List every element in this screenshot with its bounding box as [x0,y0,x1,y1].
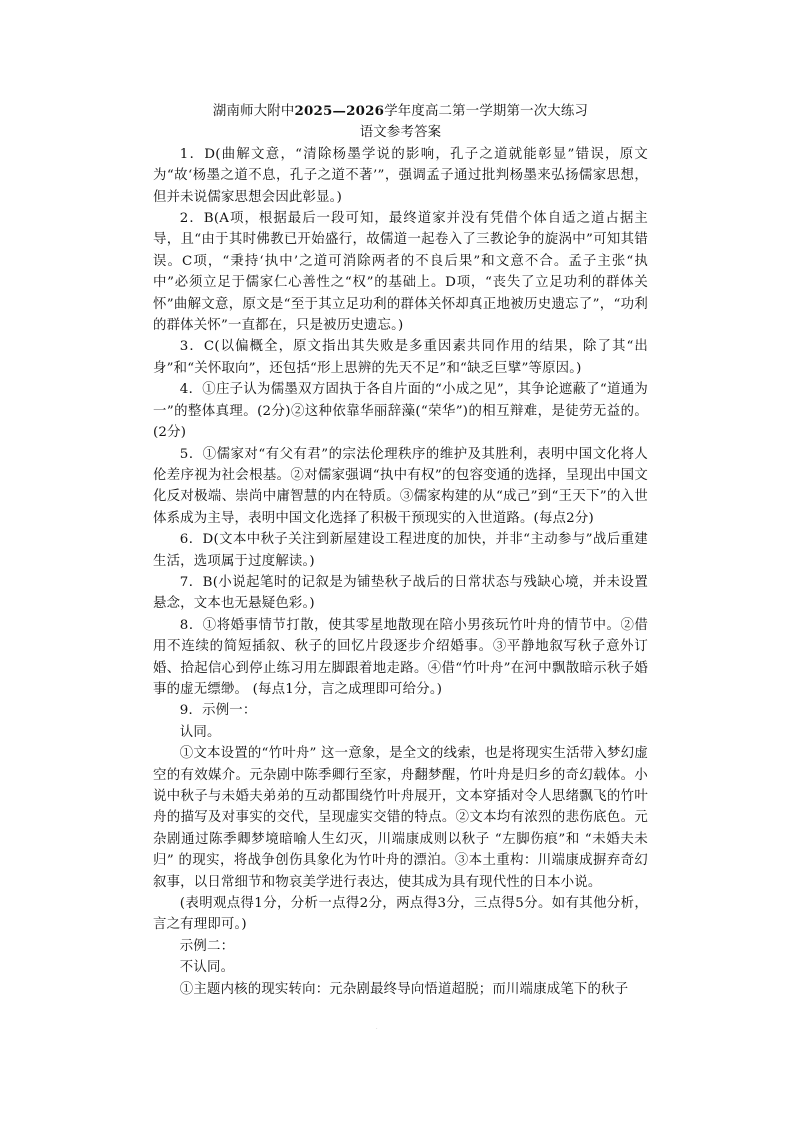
answer-4: 4．①庄子认为儒墨双方固执于各自片面的“小成之见”，其争论遮蔽了“道通为一”的整体真理。(2分)②这种依靠华丽辞藻(“荣华”)的相互辩难，是徒劳无益的。(2分) [153,382,648,441]
answer-7: 7．B(小说起笔时的记叙是为铺垫秋子战后的日常状态与残缺心境，并未设置悬念，文本也无悬疑色彩。) [153,574,648,612]
document-title [153,101,648,122]
example-2-body: ①主题内核的现实转向：元杂剧最终导向悟道超脱；而川端康成笔下的秋子 [179,981,629,997]
answer-2: 2．B(A项，根据最后一段可知，最终道家并没有凭借个体自适之道占据主导，且“由于其时佛教已开始盛行，故儒道一起卷入了三教论争的旋涡中”可知其错误。C项，“秉持‘执中’之道可消除两者的不良后果”和文意不合。孟子主张“执中”必须立足于儒家仁心善性之“权”的基础上。D项，“丧失了立足功利的群体关怀”曲解文意，原文是“至于其立足功利的群体关怀却真正地被历史遗忘了”，“功利的群体关怀”一直都在，只是被历史遗忘。) [153,211,648,334]
document-body [153,101,648,1000]
example-1-body: ①文本设置的“竹叶舟” 这一意象，是全文的线索，也是将现实生活带入梦幻虚空的有效媒介。元杂剧中陈季卿行至家，舟翻梦醒，竹叶舟是归乡的奇幻载体。小说中秋子与未婚夫弟弟的互动都围绕竹叶舟展开，文本穿插对令人思绪飘飞的竹叶舟的描写及对事实的交代，呈现虚实交错的特点。②文本均有浓烈的悲伤底色。元杂剧通过陈季卿梦境暗喻人生幻灭，川端康成则以秋子 “左脚伤痕”和 “未婚夫未归” 的现实，将战争创伤具象化为竹叶舟的漂泊。③本土重构：川端康成摒弃奇幻叙事，以日常细节和物哀美学进行表达，使其成为具有现代性的日本小说。 [153,746,648,890]
answer-8: 8．①将婚事情节打散，使其零星地散现在陪小男孩玩竹叶舟的情节中。②借用不连续的简短插叙、秋子的回忆片段逐步介绍婚事。③平静地叙写秋子意外订婚、拾起信心到停止练习用左脚跟着地走路。④借“竹叶舟”在河中飘散暗示秋子婚事的虚无缥缈。 (每点1分，言之成理即可给分。) [153,617,648,697]
document-subtitle: 语文参考答案 [359,125,442,141]
answer-5: 5．①儒家对“有父有君”的宗法伦理秩序的维护及其胜利，表明中国文化将人伦差序视为社会根基。②对儒家强调“执中有权”的包容变通的选择，呈现出中国文化反对极端、崇尚中庸智慧的内在特质。③儒家构建的从“成己”到“王天下”的入世体系成为主导，表明中国文化选择了积极干预现实的入世道路。(每点2分) [153,446,648,526]
answer-9-heading: 9．示例一： [179,703,257,719]
example-2-stance: 不认同。 [179,960,235,976]
title-years: 2025—2026 [294,103,385,119]
page-mark: · [376,1026,378,1032]
example-1-stance: 认同。 [179,724,221,740]
answer-1: 1．D(曲解文意，“清除杨墨学说的影响，孔子之道就能彰显”错误，原文为“故‘杨墨之道不息，孔子之道不著’”，强调孟子通过批判杨墨来弘扬儒家思想，但并未说儒家思想会因此彰显。) [153,146,648,205]
answer-6: 6．D(文本中秋子关注到新屋建设工程进度的加快，并非“主动参与”战后重建生活，选项属于过度解读。) [153,532,648,569]
answer-3: 3．C(以偏概全，原文指出其失败是多重因素共同作用的结果，除了其“出身”和“关怀取向”，还包括“形上思辨的先天不足”和“缺乏巨擘”等原因。) [153,339,648,376]
example-1-scoring: (表明观点得1分，分析一点得2分，两点得3分，三点得5分。如有其他分析，言之有理即可。) [153,896,648,933]
example-2-heading: 示例二： [179,938,235,954]
title-prefix: 湖南师大附中 [212,104,295,119]
title-suffix: 学年度高二第一学期第一次大练习 [384,104,589,119]
